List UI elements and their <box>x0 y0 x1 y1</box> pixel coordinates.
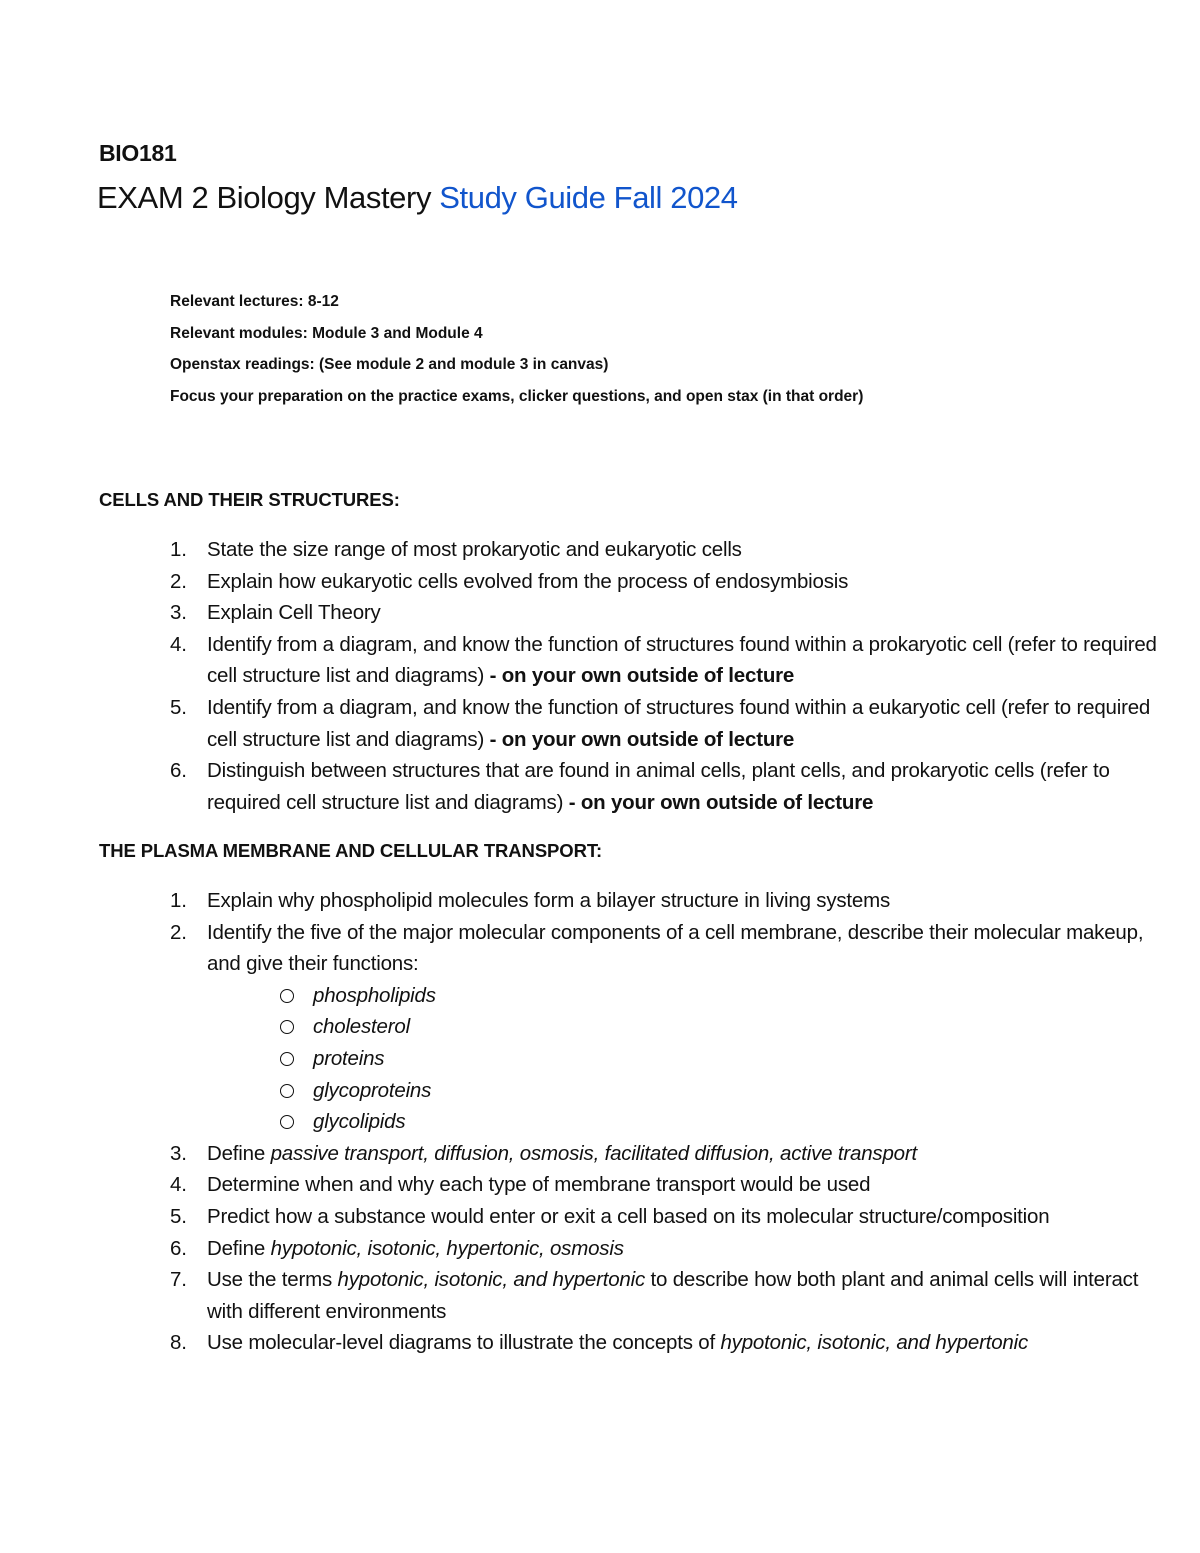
item-text: Use molecular-level diagrams to illustrate the concepts of <box>207 1331 721 1355</box>
section-heading-cells: CELLS AND THEIR STRUCTURES: <box>99 489 400 510</box>
item-number: 1. <box>170 889 187 912</box>
component-item <box>280 1011 1160 1043</box>
component-name: cholesterol <box>313 1015 410 1039</box>
item-number: 3. <box>170 601 187 625</box>
item-text: Identify the five of the major molecular components of a cell membrane, describe their molecular makeup, and give their functions: <box>207 920 1144 976</box>
item-text: Explain how eukaryotic cells evolved from the process of endosymbiosis <box>207 569 849 593</box>
item-terms: hypotonic, isotonic, hypertonic, osmosis <box>270 1236 624 1260</box>
item-number: 2. <box>170 920 187 944</box>
item-emphasis: - on your own outside of lecture <box>489 664 795 688</box>
item-number: 5. <box>170 1204 187 1228</box>
list-item <box>160 566 1160 598</box>
item-text: Identify from a diagram, and know the function of structures found within a prokaryotic cell (refer to required cell structure list and diagrams) <box>207 632 1157 688</box>
page-title <box>97 180 738 216</box>
title-accent: Study Guide Fall 2024 <box>439 180 738 215</box>
list-item <box>160 1233 1160 1265</box>
hollow-circle-bullet-icon <box>280 1020 294 1034</box>
component-name: glycoproteins <box>313 1078 432 1102</box>
component-item <box>280 1106 1160 1138</box>
title-main: EXAM 2 Biology Mastery <box>97 180 440 215</box>
item-number: 5. <box>170 695 187 719</box>
list-item <box>160 755 1160 818</box>
item-text: State the size range of most prokaryotic and eukaryotic cells <box>207 538 742 561</box>
list-item <box>160 1264 1160 1327</box>
list-item <box>160 597 1160 629</box>
item-number: 6. <box>170 1236 187 1260</box>
list-item <box>160 692 1160 755</box>
membrane-objectives-list <box>160 885 1160 1359</box>
item-emphasis: - on your own outside of lecture <box>568 790 874 814</box>
item-emphasis: - on your own outside of lecture <box>489 727 795 751</box>
list-item <box>160 1327 1160 1359</box>
membrane-components-list <box>280 980 1160 1138</box>
list-item <box>160 1169 1160 1201</box>
relevant-lectures: Relevant lectures: 8-12 <box>170 293 339 310</box>
item-text: Define <box>207 1141 271 1165</box>
component-name: phospholipids <box>313 983 436 1007</box>
list-item <box>160 885 1160 917</box>
item-text: Explain why phospholipid molecules form a bilayer structure in living systems <box>207 889 891 912</box>
item-text: Determine when and why each type of membrane transport would be used <box>207 1173 871 1197</box>
item-text: Predict how a substance would enter or exit a cell based on its molecular structure/composition <box>207 1204 1050 1228</box>
course-prefix: BIO <box>99 140 139 166</box>
openstax-readings: Openstax readings: (See module 2 and module 3 in canvas) <box>170 356 609 373</box>
hollow-circle-bullet-icon <box>280 1084 294 1098</box>
list-item <box>160 534 1160 566</box>
item-number: 1. <box>170 538 187 561</box>
component-name: proteins <box>313 1046 385 1070</box>
exam-info <box>170 286 863 412</box>
item-number: 8. <box>170 1331 187 1355</box>
component-item <box>280 1043 1160 1075</box>
item-text: Explain Cell Theory <box>207 601 381 625</box>
item-terms: hypotonic, isotonic, and hypertonic <box>720 1331 1028 1355</box>
cells-objectives-list <box>160 534 1160 818</box>
list-item <box>160 629 1160 692</box>
item-number: 4. <box>170 632 187 656</box>
list-item <box>160 917 1160 1138</box>
item-number: 6. <box>170 759 187 783</box>
item-text-suffix: to describe how both plant and animal cells will interact with different environments <box>207 1268 1139 1323</box>
course-code <box>99 140 176 167</box>
item-text: Define <box>207 1236 271 1260</box>
component-item <box>280 1075 1160 1107</box>
item-text: Identify from a diagram, and know the function of structures found within a eukaryotic cell (refer to required cell structure list and diagrams) <box>207 695 1151 751</box>
hollow-circle-bullet-icon <box>280 1115 294 1129</box>
item-number: 7. <box>170 1268 187 1292</box>
relevant-modules: Relevant modules: Module 3 and Module 4 <box>170 324 483 342</box>
component-name: glycolipids <box>313 1110 406 1134</box>
item-number: 2. <box>170 569 187 593</box>
component-item <box>280 980 1160 1012</box>
hollow-circle-bullet-icon <box>280 1052 294 1066</box>
item-terms: hypotonic, isotonic, and hypertonic <box>337 1268 646 1292</box>
focus-note: Focus your preparation on the practice exams, clicker questions, and open stax (in that order) <box>170 387 864 405</box>
item-number: 3. <box>170 1141 187 1165</box>
section-heading-membrane: THE PLASMA MEMBRANE AND CELLULAR TRANSPORT: <box>99 840 603 861</box>
course-number: 181 <box>139 140 177 166</box>
hollow-circle-bullet-icon <box>280 989 294 1003</box>
list-item <box>160 1201 1160 1233</box>
item-text: Distinguish between structures that are found in animal cells, plant cells, and prokaryotic cells (refer to required cell structure list and diagrams) <box>207 759 1110 814</box>
item-terms: passive transport, diffusion, osmosis, facilitated diffusion, active transport <box>270 1141 917 1165</box>
item-number: 4. <box>170 1173 187 1197</box>
item-text: Use the terms <box>207 1268 338 1292</box>
list-item <box>160 1138 1160 1170</box>
